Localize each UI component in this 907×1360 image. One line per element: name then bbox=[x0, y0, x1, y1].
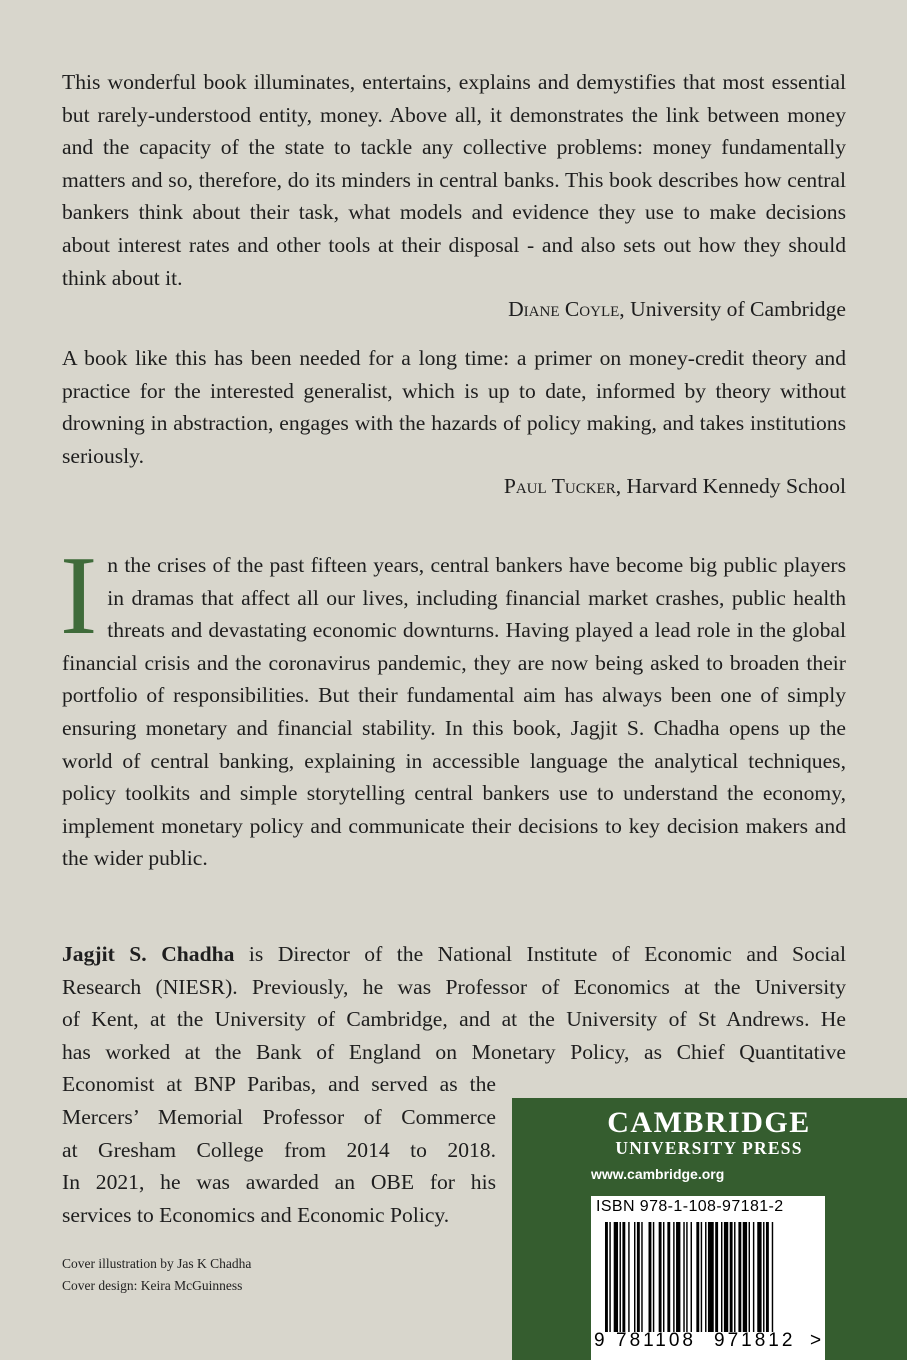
barcode-bar bbox=[705, 1222, 706, 1332]
barcode-icon bbox=[605, 1222, 819, 1332]
cover-credits bbox=[62, 1253, 251, 1297]
bio-line: services to Economics and Economic Policy. bbox=[62, 1202, 450, 1227]
barcode-bar bbox=[749, 1222, 750, 1332]
barcode-bar bbox=[708, 1222, 714, 1332]
barcode-bar bbox=[701, 1222, 702, 1332]
barcode-bar bbox=[691, 1222, 692, 1332]
ean-lead-digit: 9 bbox=[594, 1330, 605, 1351]
barcode-bar bbox=[696, 1222, 699, 1332]
barcode-bar bbox=[738, 1222, 741, 1332]
barcode-bar bbox=[763, 1222, 764, 1332]
barcode-box bbox=[591, 1196, 825, 1360]
barcode-bar bbox=[686, 1222, 687, 1332]
publisher-panel bbox=[512, 1098, 907, 1360]
barcode-bar bbox=[641, 1222, 642, 1332]
barcode-bar bbox=[649, 1222, 652, 1332]
blurb-2-attribution bbox=[504, 470, 846, 503]
illustration-credit: Cover illustration by Jas K Chadha bbox=[62, 1256, 252, 1271]
bio-line: Research (NIESR). Previously, he was Professor of Economics at the University bbox=[62, 974, 846, 999]
barcode-bar bbox=[628, 1222, 629, 1332]
bio-line: Mercers’ Memorial Professor of Commerce bbox=[62, 1104, 496, 1129]
barcode-bar bbox=[715, 1222, 718, 1332]
blurb-1-affiliation: , University of Cambridge bbox=[619, 297, 846, 321]
blurb-1-text: This wonderful book illuminates, entertains, explains and demystifies that most essential but rarely-understood entity, money. Above all, it demonstrates the link between money and the capacity of the state to tackle any collective problems: money fundamentally matters and so, therefore, do its minders in central banks. This book describes how central bankers think about their task, what models and evidence they use to make decisions about interest rates and other tools at their disposal - and also sets out how they should think about it. bbox=[62, 70, 846, 290]
blurb-1-author: Diane Coyle bbox=[508, 297, 620, 321]
barcode-bar bbox=[667, 1222, 670, 1332]
barcode-bar bbox=[634, 1222, 635, 1332]
barcode-bar bbox=[721, 1222, 722, 1332]
barcode-bar bbox=[753, 1222, 754, 1332]
barcode-bar bbox=[637, 1222, 640, 1332]
drop-cap: I bbox=[60, 534, 98, 658]
barcode-bar bbox=[757, 1222, 761, 1332]
barcode-bar bbox=[622, 1222, 625, 1332]
blurb-2-author: Paul Tucker bbox=[503, 474, 616, 498]
bio-line: Economist at BNP Paribas, and served as the bbox=[62, 1072, 496, 1097]
barcode-bar bbox=[609, 1222, 610, 1332]
publisher-website: www.cambridge.org bbox=[591, 1166, 725, 1182]
blurb-1-attribution bbox=[508, 293, 846, 326]
barcode-bar bbox=[659, 1222, 662, 1332]
barcode-bar bbox=[772, 1222, 773, 1332]
bio-line: In 2021, he was awarded an OBE for his bbox=[62, 1170, 496, 1195]
blurb-2-affiliation: , Harvard Kennedy School bbox=[615, 474, 846, 498]
barcode-bar bbox=[614, 1222, 618, 1332]
barcode-bar bbox=[734, 1222, 735, 1332]
bio-line: at Gresham College from 2014 to 2018. bbox=[62, 1137, 496, 1162]
isbn-label: ISBN 978-1-108-97181-2 bbox=[596, 1198, 784, 1215]
barcode-bar bbox=[743, 1222, 747, 1332]
barcode-bar bbox=[605, 1222, 608, 1332]
barcode-bar bbox=[673, 1222, 674, 1332]
design-credit: Cover design: Keira McGuinness bbox=[62, 1278, 243, 1293]
ean-end-mark: > bbox=[810, 1330, 822, 1351]
barcode-bar bbox=[724, 1222, 728, 1332]
barcode-bar bbox=[683, 1222, 684, 1332]
ean-group-1: 781108 bbox=[616, 1330, 696, 1351]
barcode-bar bbox=[730, 1222, 733, 1332]
blurb-2-text: A book like this has been needed for a long time: a primer on money-credit theory and practice for the interested generalist, which is up to date, informed by theory without drowning in abstraction, engages with the hazards of policy making, and takes institutions seriously. bbox=[62, 346, 846, 468]
bio-line: of Kent, at the University of Cambridge, and at the University of St Andrews. He bbox=[62, 1007, 846, 1032]
barcode-bar bbox=[653, 1222, 654, 1332]
barcode-bar bbox=[676, 1222, 680, 1332]
book-description bbox=[60, 534, 846, 875]
publisher-name: CAMBRIDGE bbox=[607, 1106, 811, 1139]
author-name: Jagjit S. Chadha bbox=[62, 942, 235, 966]
barcode-bar bbox=[766, 1222, 769, 1332]
bio-line: Jagjit S. Chadha is Director of the National Institute of Economic and Social bbox=[62, 942, 846, 966]
barcode-bar bbox=[620, 1222, 621, 1332]
barcode-bar bbox=[663, 1222, 664, 1332]
publisher-subname: UNIVERSITY PRESS bbox=[615, 1138, 803, 1158]
description-text: n the crises of the past fifteen years, central bankers have become big public players in dramas that affect all our lives, including financial market crashes, public health threats and devastating economic downturns. Having played a lead role in the global financial crisis and the coronavirus pandemic, they are now being asked to broaden their portfolio of responsibilities. But their fundamental aim has always been one of simply ensuring monetary and financial stability. In this book, Jagjit S. Chadha opens up the world of central banking, explaining in accessible language the analytical techniques, policy toolkits and simple storytelling central bankers use to understand the economy, implement monetary policy and communicate their decisions to key decision makers and the wider public. bbox=[62, 553, 846, 871]
bio-line: has worked at the Bank of England on Monetary Policy, as Chief Quantitative bbox=[62, 1039, 846, 1064]
ean-group-2: 971812 bbox=[714, 1330, 796, 1351]
